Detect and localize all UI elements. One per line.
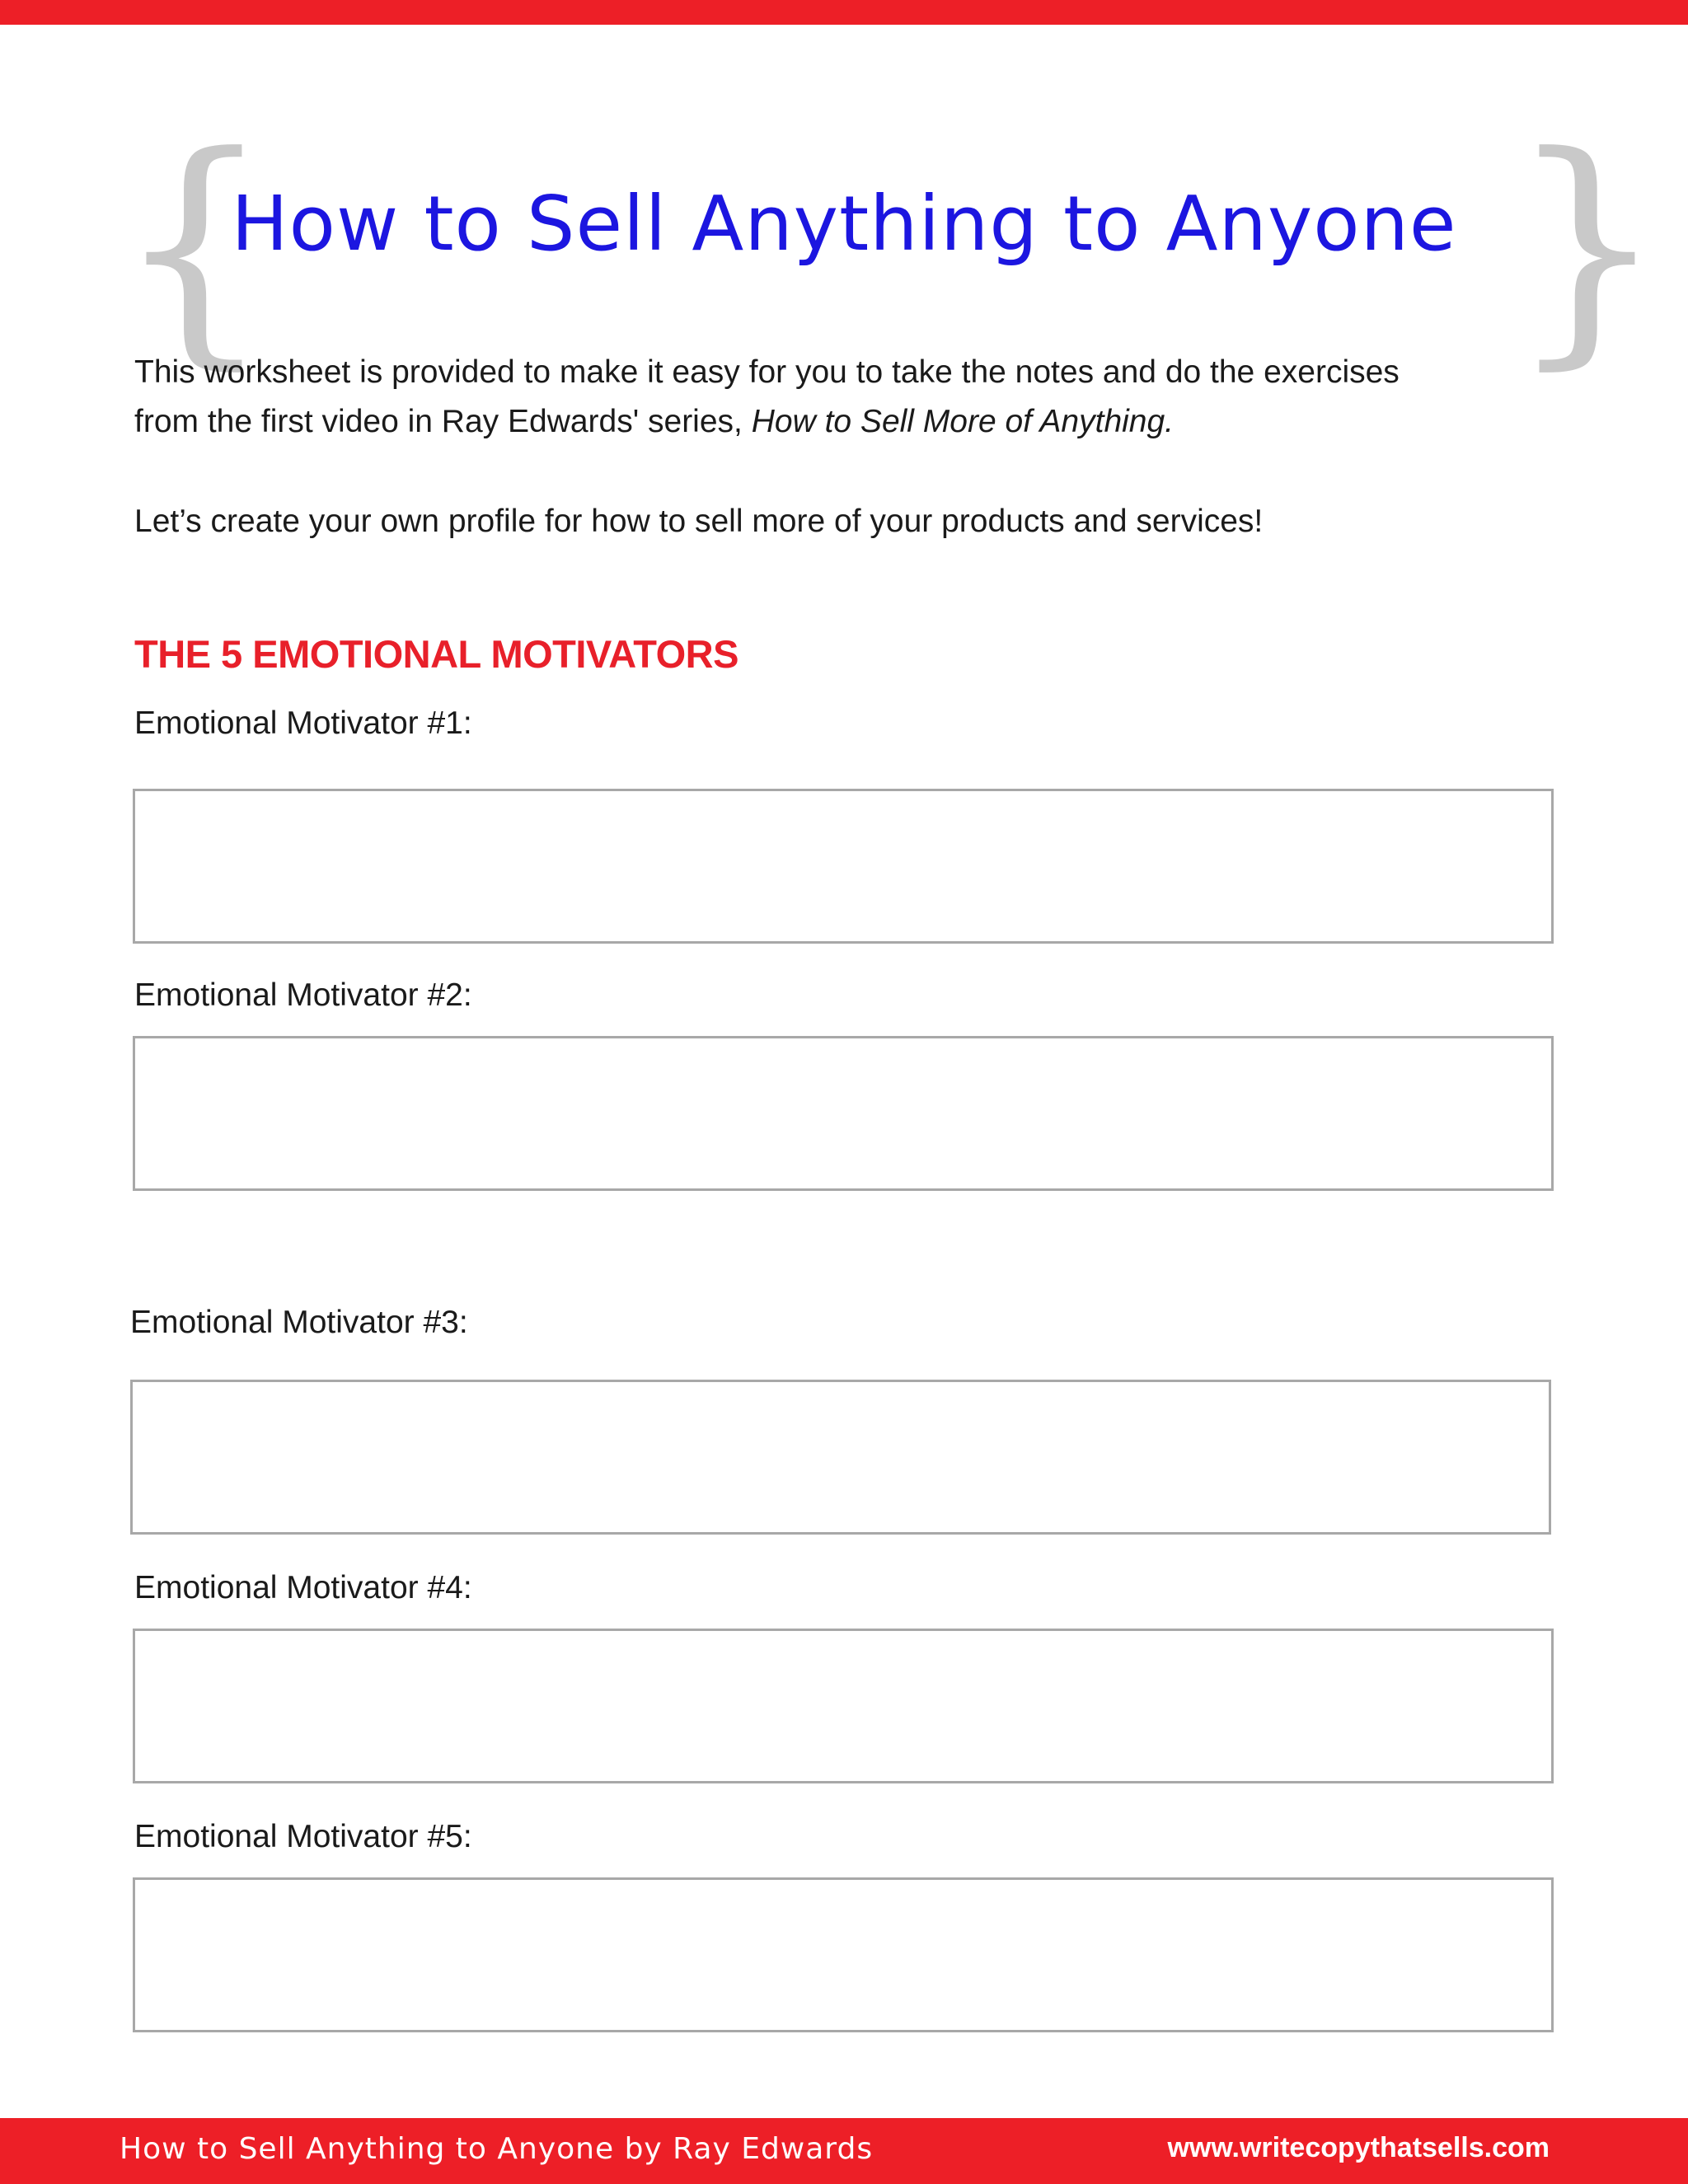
intro-line-1: This worksheet is provided to make it easy for you to take the notes and do the exercises [134,354,1400,390]
motivator-5-label: Emotional Motivator #5: [134,1819,472,1854]
motivator-3-answer-box[interactable] [130,1380,1551,1535]
series-title: How to Sell More of Anything. [751,404,1175,439]
intro-call-to-action: Let’s create your own profile for how to sell more of your products and services! [134,504,1264,539]
motivator-3-label: Emotional Motivator #3: [130,1305,468,1340]
footer-credit: How to Sell Anything to Anyone by Ray Edwards [120,2132,874,2166]
footer-website-link[interactable]: www.writecopythatsells.com [1167,2132,1550,2163]
intro-line-2: from the first video in Ray Edwards' series, [134,404,752,439]
intro-paragraph [134,348,1552,447]
motivator-2-answer-box[interactable] [133,1036,1554,1191]
left-brace-decoration: { [115,103,273,391]
page-title: How to Sell Anything to Anyone [231,180,1457,268]
right-brace-decoration: } [1508,103,1666,391]
motivator-5-answer-box[interactable] [133,1877,1554,2032]
motivator-1-label: Emotional Motivator #1: [134,705,472,741]
motivator-2-label: Emotional Motivator #2: [134,977,472,1013]
section-heading: THE 5 EMOTIONAL MOTIVATORS [134,632,738,676]
top-accent-bar [0,0,1688,25]
motivator-1-answer-box[interactable] [133,789,1554,944]
motivator-4-label: Emotional Motivator #4: [134,1570,472,1605]
motivator-4-answer-box[interactable] [133,1629,1554,1783]
